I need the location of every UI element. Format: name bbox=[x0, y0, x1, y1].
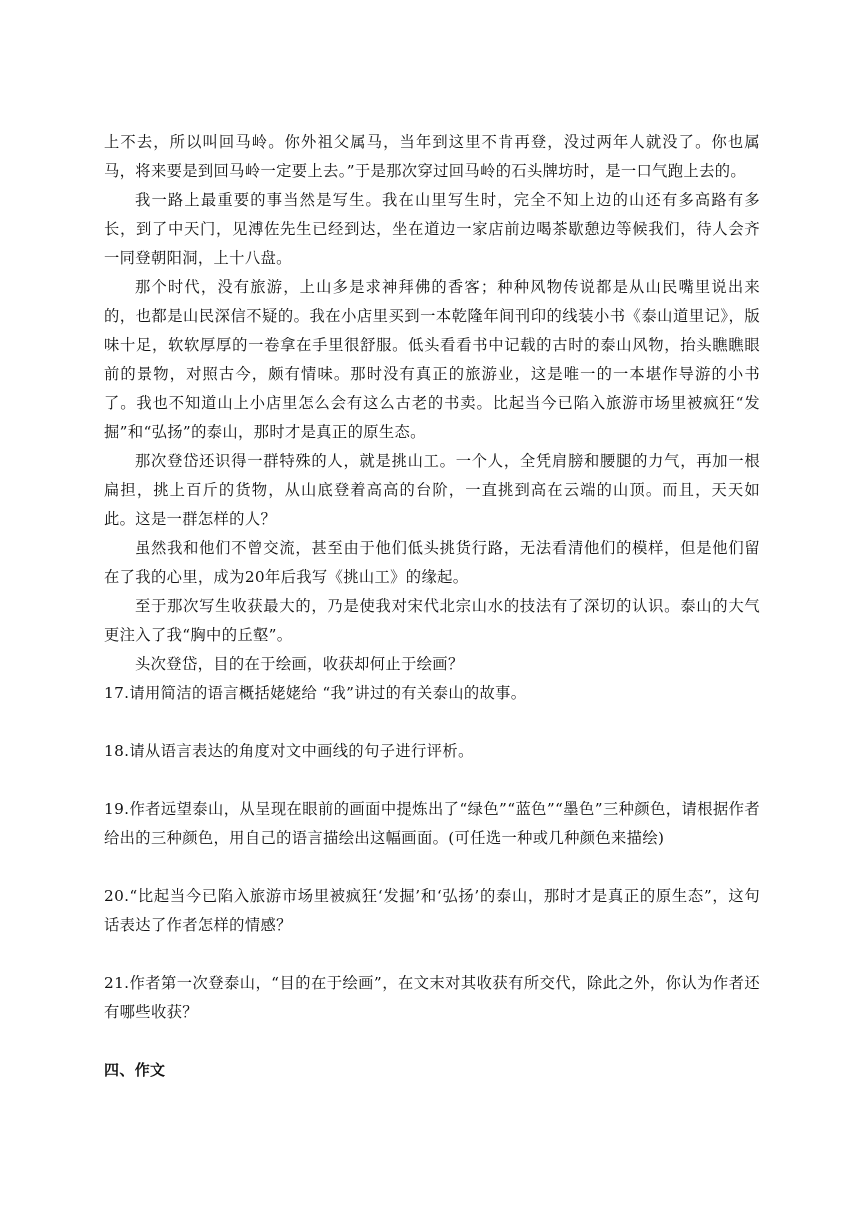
passage-paragraph: 我一路上最重要的事当然是写生。我在山里写生时，完全不知上边的山还有多高路有多长，到了中天门，见溥佐先生已经到达，坐在道边一家店前边喝茶歇憩边等候我们，待人会齐一同登朝阳洞，上十八盘。 bbox=[104, 191, 760, 267]
document-body bbox=[104, 128, 760, 1100]
question-19: 19.作者远望泰山，从呈现在眼前的画面中提炼出了“绿色”“蓝色”“墨色”三种颜色，请根据作者给出的三种颜色，用自己的语言描绘出这幅画面。(可任选一种或几种颜色来描绘) bbox=[104, 800, 760, 847]
question-18: 18.请从语言表达的角度对文中画线的句子进行评析。 bbox=[104, 742, 474, 760]
question-20: 20.“比起当今已陷入旅游市场里被疯狂‘发掘’和‘弘扬’的泰山，那时才是真正的原生态”，这句话表达了作者怎样的情感？ bbox=[104, 887, 760, 934]
passage-paragraph: 至于那次写生收获最大的，乃是使我对宋代北宗山水的技法有了深切的认识。泰山的大气更注入了我“胸中的丘壑”。 bbox=[104, 597, 760, 644]
passage-paragraph-continuation: 上不去，所以叫回马岭。你外祖父属马，当年到这里不肯再登，没过两年人就没了。你也属马，将来要是到回马岭一定要上去。”于是那次穿过回马岭的石头牌坊时，是一口气跑上去的。 bbox=[104, 133, 760, 180]
question-17: 17.请用简洁的语言概括姥姥给 “我”讲过的有关泰山的故事。 bbox=[104, 684, 527, 702]
passage-paragraph: 那次登岱还识得一群特殊的人，就是挑山工。一个人，全凭肩膀和腰腿的力气，再加一根扁担，挑上百斤的货物，从山底登着高高的台阶，一直挑到高在云端的山顶。而且，天天如此。这是一群怎样的人？ bbox=[104, 452, 760, 528]
question-21: 21.作者第一次登泰山，“目的在于绘画”，在文末对其收获有所交代，除此之外，你认为作者还有哪些收获？ bbox=[104, 974, 760, 1021]
passage-paragraph: 那个时代，没有旅游，上山多是求神拜佛的香客；种种风物传说都是从山民嘴里说出来的，也都是山民深信不疑的。我在小店里买到一本乾隆年间刊印的线装小书《泰山道里记》，版味十足，软软厚厚的一卷拿在手里很舒服。低头看看书中记载的古时的泰山风物，抬头瞧瞧眼前的景物，对照古今，颇有情味。那时没有真正的旅游业，这是唯一的一本堪作导游的小书了。我也不知道山上小店里怎么会有这么古老的书卖。比起当今已陷入旅游市场里被疯狂“发掘”和“弘扬”的泰山，那时才是真正的原生态。 bbox=[104, 278, 760, 441]
passage-paragraph: 虽然我和他们不曾交流，甚至由于他们低头挑货行路，无法看清他们的模样，但是他们留在了我的心里，成为20年后我写《挑山工》的缘起。 bbox=[104, 539, 760, 586]
section-heading-composition: 四、作文 bbox=[104, 1061, 166, 1079]
passage-paragraph: 头次登岱，目的在于绘画，收获却何止于绘画？ bbox=[135, 655, 464, 673]
